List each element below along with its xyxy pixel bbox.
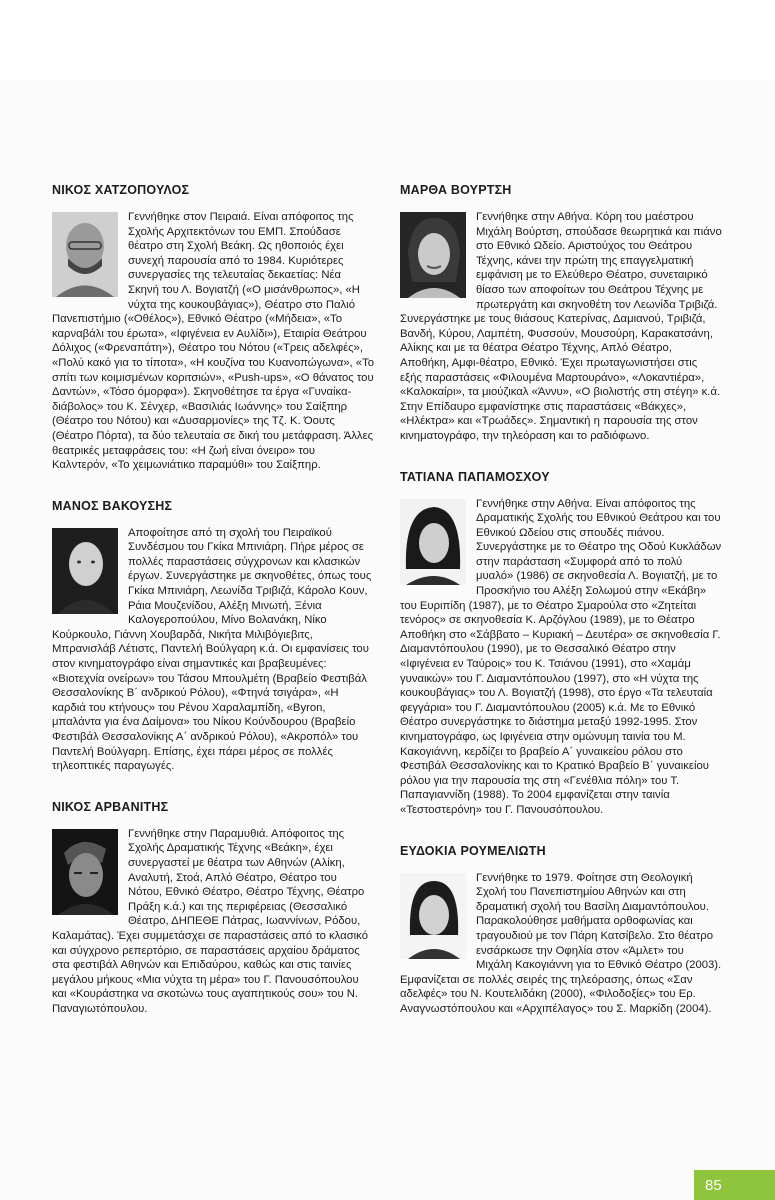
bio-text: Γεννήθηκε στον Πειραιά. Είναι απόφοιτος της Σχολής Αρχιτεκτόνων του ΕΜΠ. Σπούδασε θέατρο στη Σχολή Βεάκη. Ως ηθοποιός έχει συνεχή παρουσία από το 1984. Κυριότερες συνεργασίες της τελευταίας δεκαετίας: Νέα Σκηνή του Λ. Βογιατζή («Ο μισάνθρωπος», «Η νύχτα της κουκουβάγιας»), Θέατρο στο Παλιό Πανεπιστήμιο («Οθέλος»), Εθνικό Θέατρο («Μήδεια», «Το καρναβάλι του έρωτα», «Ιφιγένεια εν Αυλίδι»), Εταιρία Θεάτρου Δόλιχος («Φρεναπάτη»), Θέατρο του Νότου («Τρεις αδελφές», «Πολύ κακό για το τίποτα», «Η κουζίνα του Κυανοπώγωνα», «Το σπίτι των κοιμισμένων κοριτσιών», «Push-ups», «Ο θάνατος του Δαντών», «Τόσο όμορφα»). Σκηνοθέτησε τα έργα «Γυναίκα-διάβολος» του Κ. Σένχερ, «Βασιλιάς Ιωάννης» του Σαίξπηρ (Θέατρο του Νότου) και «Δυσαρμονίες» της Τζ. Κ. Όουτς (Θέατρο Πόρτα), τα δύο τελευταία σε δική του μετάφραση. Άλλες θεατρικές μεταφράσεις του: «Η ζωή είναι όνειρο» του Καλντερόν, «Το χειμωνιάτικο παραμύθι» του Σαίξπηρ. [52,211,375,472]
portrait-photo [52,528,118,614]
bio-vourtsi [400,183,722,444]
bio-text: Γεννήθηκε το 1979. Φοίτησε στη Θεολογική Σχολή του Πανεπιστημίου Αθηνών και στη δραματική σχολή του Βασίλη Διαμαντόπουλου. Παρακολούθησε μαθήματα ορθοφωνίας και τραγουδιού με τον Πάρη Κατσίβελο. Στο θέατρο ενσάρκωσε την Οφηλία στον «Άμλετ» του Μιχάλη Κακογιάννη για το Εθνικό Θέατρο (2003). Εμφανίζεται σε πολλές σειρές της τηλεόρασης, όπως «Σαν αδελφές» του Ν. Κουτελιδάκη (2000), «Φιλοδοξίες» του Ερ. Αναγνωστόπουλου και «Αρχιπέλαγος» του Σ. Μαρκίδη (2004). [400,871,722,1015]
bio-vakousis [52,499,374,774]
bio-name: ΝΙΚΟΣ ΧΑΤΖΟΠΟΥΛΟΣ [52,183,190,197]
bio-hatzopoulos [52,183,374,473]
portrait-photo [400,499,466,585]
bio-papamoschou [400,470,722,818]
bio-text: Γεννήθηκε στην Αθήνα. Είναι απόφοιτος της Δραματικής Σχολής του Εθνικού Θεάτρου και του Εθνικού Ωδείου στις σπουδές πιάνου. Συνεργάστηκε με το Θέατρο της Οδού Κυκλάδων στην παράσταση «Συμφορά από το πολύ μυαλό» (1986) σε σκηνοθεσία Λ. Βογιατζή, με το Προσκήνιο του Αλέξη Σολωμού στην «Εκάβη» του Ευριπίδη (1987), με το Θέατρο Σμαρούλα στο «Ζητείται τενόρος» σε σκηνοθεσία Κ. Αρζόγλου (1989), με το Θέατρο Αποθήκη στο «Σάββατο – Κυριακή – Δευτέρα» σε σκηνοθεσία Γ. Διαμαντόπουλου (1990), με το Θεσσαλικό Θέατρο στην «Ιφιγένεια εν Ταύροις» του Κ. Τσιάνου (1991), στο «Χαμάμ γυναικών» του Γ. Διαμαντόπουλου (1997), στο «Η νύχτα της κουκουβάγιας» του Λ. Βογιατζή (1998), στο έργο «Τα τελευταία φεγγάρια» του Γ. Διαμαντόπουλου (2005) κ.ά. Με το Εθνικό Θέατρο συνεργάστηκε το διάστημα μεταξύ 1992-1995. Στον κινηματογράφο, ως Ιφιγένεια στην ομώνυμη ταινία του Μ. Κακογιάννη, κερδίζει το βραβείο Α΄ γυναικείου ρόλου στο Φεστιβάλ Θεσσαλονίκης και το Κρατικό Βραβείο Β΄ γυναικείου ρόλου για την παρουσία της στη «Γενέθλια πόλη» του Τ. Παπαγιαννίδη (1988). Το 2004 εμφανίζεται στην ταινία «Τεστοστερόνη» του Γ. Πανουσόπουλου. [400,497,722,816]
bio-text: Γεννήθηκε στην Παραμυθιά. Απόφοιτος της Σχολής Δραματικής Τέχνης «Βεάκη», έχει συνεργαστεί με θέατρα των Αθηνών (Αλίκη, Αναλυτή, Στοά, Απλό Θέατρο, Θέατρο του Νότου, Εθνικό Θέατρο, Θέατρο Τέχνης, Θέατρο Πράξη κ.ά.) και της περιφέρειας (Θεσσαλικό Θέατρο, ΔΗΠΕΘΕ Πάτρας, Ιωαννίνων, Ρόδου, Καλαμάτας). Έχει συμμετάσχει σε παραστάσεις από το κλασικό και σύγχρονο ρεπερτόριο, σε παραστάσεις αρχαίου δράματος στα φεστιβάλ Αθηνών και Επιδαύρου, καθώς και στις ταινίες μεγάλου μήκους «Μια νύχτα τη μέρα» του Γ. Πανουσόπουλου και «Κουράστηκα να σκοτώνω τους αγαπητικούς σου» του Ν. Παναγιωτόπουλου. [52,827,368,1015]
bio-name: ΜΑΝΟΣ ΒΑΚΟΥΣΗΣ [52,498,173,513]
portrait-photo [400,873,466,959]
page-header-band [0,0,775,80]
bio-roumelioti [400,844,722,1017]
page-number-tab [694,1170,775,1200]
page-number: 85 [705,1176,722,1194]
bio-arvanitis [52,800,374,1017]
bio-name: ΝΙΚΟΣ ΑΡΒΑΝΙΤΗΣ [52,799,169,814]
left-column [52,183,374,1043]
bio-name: ΤΑΤΙΑΝΑ ΠΑΠΑΜΟΣΧΟΥ [400,469,550,484]
bio-text: Γεννήθηκε στην Αθήνα. Κόρη του μαέστρου Μιχάλη Βούρτση, σπούδασε θεωρητικά και πιάνο στο Εθνικό Ωδείο. Αριστούχος του Θεάτρου Τέχνης, κάνει την πρώτη της επαγγελματική εμφάνιση με το Ελεύθερο Θέατρο, συνεταιρικό θίασο των αποφοίτων του Θεάτρου Τέχνης με πρωτεργάτη και σκηνοθέτη τον Λεωνίδα Τριβιζά. Συνεργάστηκε με τους θιάσους Κατερίνας, Δαμιανού, Τριβιζά, Βανδή, Κύρου, Λαμπέτη, Φυσσούν, Μουσούρη, Καρακατσάνη, Αλίκης και με τα θέατρα Θέατρο Τέχνης, Απλό Θέατρο, Αποθήκη, Αμφι-θέατρο, Εθνικό. Έχει πρωταγωνιστήσει στις εξής παραστάσεις «Φιλουμένα Μαρτουράνο», «Λοκαντιέρα», «Καλοκαίρι», τα μιούζικαλ «Άννυ», «Ο βιολιστής στη στέγη» κ.ά. Στην Επίδαυρο εμφανίστηκε στις παραστάσεις «Βάκχες», «Ηλέκτρα» και «Τρωάδες». Σημαντική η παρουσία της στον κινηματογράφο, την τηλεόραση και το ραδιόφωνο. [400,211,722,442]
portrait-photo [400,212,466,298]
bio-text: Αποφοίτησε από τη σχολή του Πειραϊκού Συνδέσμου του Γκίκα Μπινιάρη. Πήρε μέρος σε πολλές παραστάσεις σύγχρονων και κλασικών έργων. Συνεργάστηκε με σκηνοθέτες, όπως τους Γκίκα Μπινιάρη, Λεωνίδα Τριβιζά, Κάρολο Κουν, Ράια Μουζενίδου, Αλέξη Μινωτή, Ξένια Καλογεροπούλου, Μίνο Βολανάκη, Νίκο Κούρκουλο, Γιάννη Χουβαρδά, Νικήτα Μιλιβόγιεβιτς, Μπρανισλάβ Λέτιστς, Παντελή Βούλγαρη κ.ά. Οι εμφανίσεις του στον κινηματογράφο είναι σημαντικές και βραβευμένες: «Βιοτεχνία ονείρων» του Τάσου Μπουλμέτη (Βραβείο Φεστιβάλ Θεσσαλονίκης Β΄ ανδρικού Ρόλου), «Φτηνά τσιγάρα», «Η καρδιά του κτήνους» του Ρένου Χαραλαμπίδη, «Byron, μπαλάντα για ένα Δαίμονα» του Νίκου Κούνδουρου (Βραβείο Φεστιβάλ Θεσσαλονίκης Α΄ ανδρικού Ρόλου), «Ακροπόλ» του Παντελή Βούλγαρη. Επίσης, έχει πάρει μέρος σε πολλές τηλεοπτικές παραγωγές. [52,526,372,773]
portrait-photo [52,212,118,297]
bio-name: ΕΥΔΟΚΙΑ ΡΟΥΜΕΛΙΩΤΗ [400,843,546,858]
portrait-photo [52,829,118,915]
right-column [400,183,722,1043]
bio-name: ΜΑΡΘΑ ΒΟΥΡΤΣΗ [400,183,512,197]
